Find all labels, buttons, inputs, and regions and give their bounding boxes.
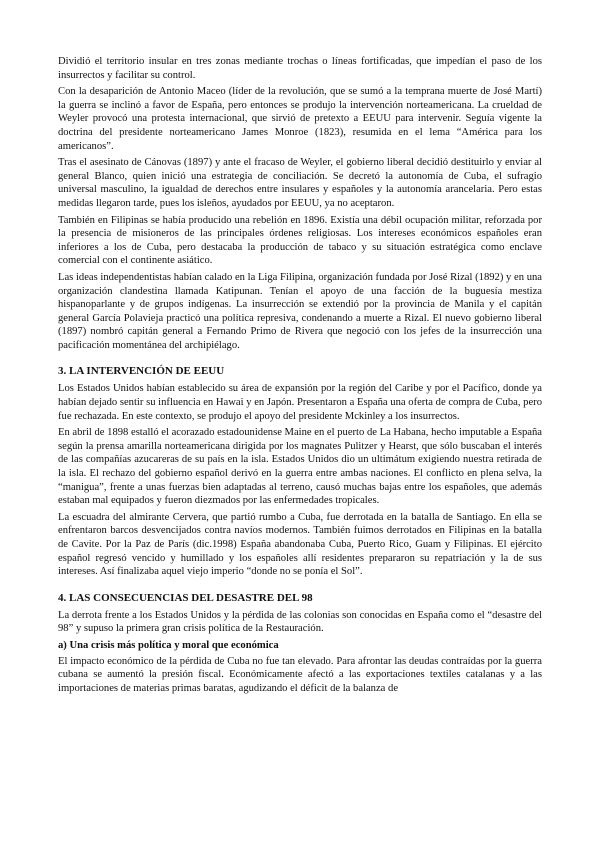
paragraph: La escuadra del almirante Cervera, que partió rumbo a Cuba, fue derrotada en la batalla de Santiago. En ella se enfrentaron barcos desvencijados contra navíos modernos. También fuimos derrotados en Filipinas en la batalla de Cavite. Por la Paz de París (dic.1998) España abandonaba Cuba, Puerto Rico, Guam y Filipinas. El ejército español regresó vencido y humillado y los españoles allí residentes prepararon su repatriación y la de sus intereses. Así finalizaba aquel viejo imperio “donde no se ponía el Sol”. [58, 511, 542, 578]
paragraph: La derrota frente a los Estados Unidos y la pérdida de las colonias son conocidas en España como el “desastre del 98” y supuso la primera gran crisis política de la Restauración. [58, 609, 542, 635]
section-4 [58, 591, 542, 696]
paragraph: Tras el asesinato de Cánovas (1897) y ante el fracaso de Weyler, el gobierno liberal decidió destituirlo y enviar al general Blanco, quien inició una estrategia de conciliación. Se decretó la autonomía de Cuba, el sufragio universal masculino, la igualdad de derechos entre insulares y españoles y la autonomía arancelaria. Pero estas medidas llegaron tarde, pues los isleños, ayudados por EEUU, ya no aceptaron. [58, 157, 542, 209]
paragraph: En abril de 1898 estalló el acorazado estadounidense Maine en el puerto de La Habana, hecho imputable a España según la prensa amarilla norteamericana dirigida por los magnates Pulitzer y Hearst, que sólo buscaban el interés de las compañías azucareras de su país en la isla. Estados Unidos dio un ultimátum exigiendo nuestra retirada de la isla. El rechazo del gobierno español derivó en la guerra entre ambas naciones. El conflicto en plena selva, la “manigua”, frente a unas fuerzas bien adaptadas al terreno, causó muchas bajas entre los españoles, que además estaban mal equipados y fueron diezmados por las enfermedades tropicales. [58, 427, 542, 507]
paragraph: Con la desaparición de Antonio Maceo (líder de la revolución, que se sumó a la temprana muerte de José Martí) la guerra se inclinó a favor de España, pero entonces se produjo la intervención norteamericana. La crueldad de Weyler provocó una protesta internacional, que sirvió de pretexto a EEUU para intervenir. Seguía vigente la doctrina del presidente norteamericano James Monroe (1823), resumida en el lema “América para los americanos”. [58, 86, 542, 152]
section-2-continuation [58, 55, 542, 352]
section-heading: 4. LAS CONSECUENCIAS DEL DESASTRE DEL 98 [58, 591, 313, 604]
section-heading: 3. LA INTERVENCIÓN DE EEUU [58, 365, 225, 378]
paragraph: Las ideas independentistas habían calado en la Liga Filipina, organización fundada por José Rizal (1892) y en una organización clandestina llamada Katipunan. Tenían el apoyo de una facción de la buguesía mestiza hispanoparlante y de grupos indígenas. La insurrección se extendió por la provincia de Manila y el capitán general García Polavieja practicó una política represiva, condenando a muerte a Rizal. El nuevo gobierno liberal (1897) nombró capitán general a Fernando Primo de Rivera que negoció con los jefes de la insurrección una pacificación momentánea del archipiélago. [58, 271, 542, 351]
document-page [58, 55, 542, 698]
paragraph: Dividió el territorio insular en tres zonas mediante trochas o líneas fortificadas, que impedían el paso de los insurrectos y facilitar su control. [58, 56, 542, 81]
paragraph: El impacto económico de la pérdida de Cuba no fue tan elevado. Para afrontar las deudas contraídas por la guerra cubana se aumentó la presión fiscal. Económicamente afectó a las exportaciones textiles catalanas y a las importaciones de materias primas baratas, agudizando el déficit de la balanza de [58, 655, 542, 694]
section-3 [58, 364, 542, 578]
paragraph: Los Estados Unidos habían establecido su área de expansión por la región del Caribe y por el Pacífico, donde ya habían dejado sentir su influencia en Hawai y en Japón. Presentaron a España una oferta de compra de Cuba, pero fue rechazada. En este contexto, se produjo el apoyo del presidente Mckinley a los insurrectos. [58, 383, 542, 422]
subsection-heading: a) Una crisis más política y moral que económica [58, 639, 279, 651]
paragraph: También en Filipinas se había producido una rebelión en 1896. Existía una débil ocupación militar, reforzada por la presencia de misioneros de las principales órdenes religiosas. Los intereses económicos españoles eran inferiores a los de Cuba, pero destacaba la producción de tabaco y su situación estratégica como enclave comercial con el continente asiático. [58, 214, 542, 267]
